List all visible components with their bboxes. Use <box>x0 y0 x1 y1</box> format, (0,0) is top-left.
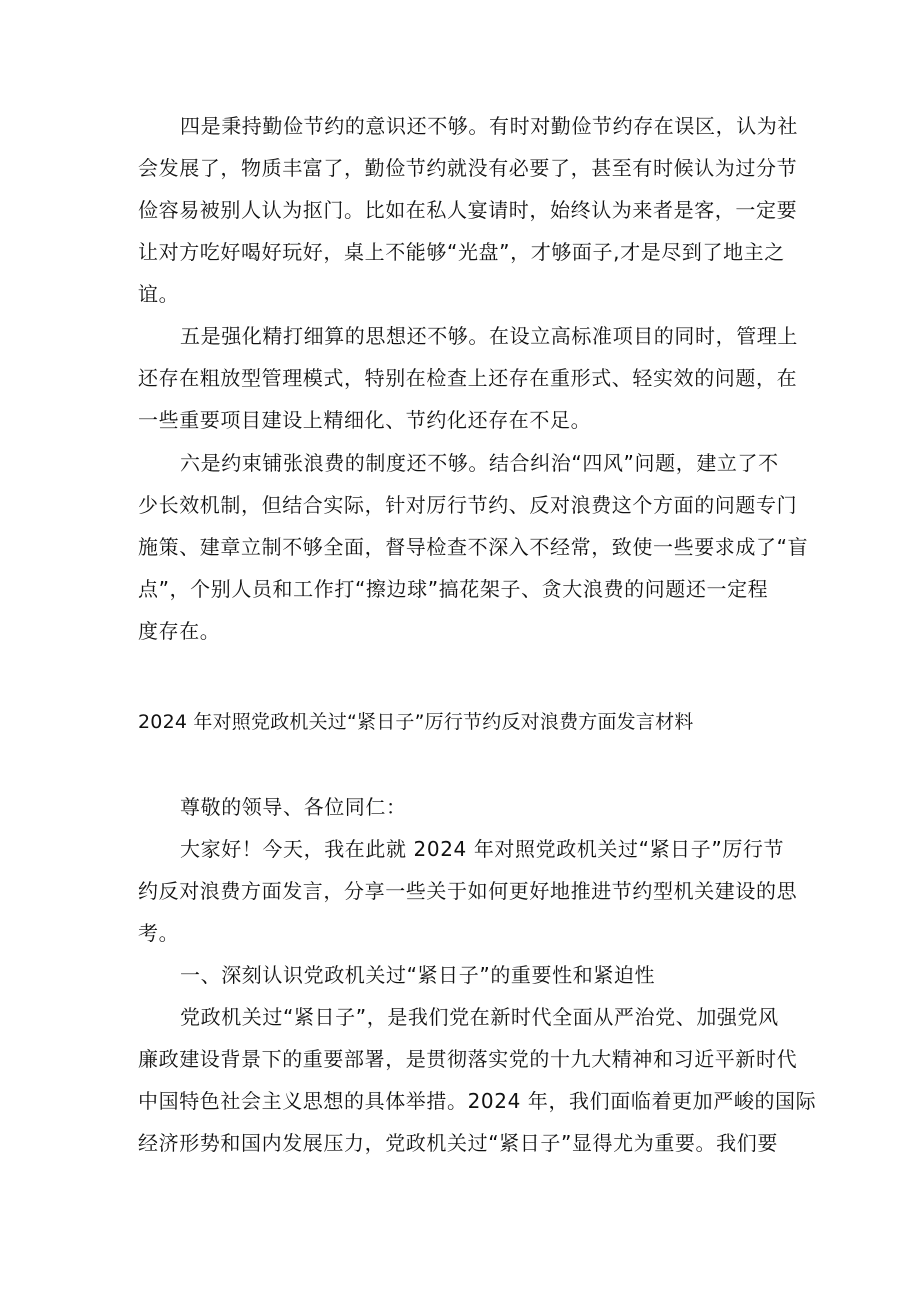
text-line: 约反对浪费方面发言，分享一些关于如何更好地推进节约型机关建设的思 <box>138 879 798 903</box>
text-line: 谊。 <box>138 282 180 306</box>
text-line: 一些重要项目建设上精细化、节约化还存在不足。 <box>138 408 592 432</box>
text-line: 大家好！今天，我在此就 2024 年对照党政机关过“紧日子”厉行节 <box>180 837 785 861</box>
text-line: 廉政建设背景下的重要部署，是贯彻落实党的十九大精神和习近平新时代 <box>138 1047 798 1071</box>
salutation: 尊敬的领导、各位同仁： <box>180 795 407 819</box>
text-line: 度存在。 <box>138 619 221 643</box>
text-line: 让对方吃好喝好玩好，桌上不能够“光盘”，才够面子,才是尽到了地主之 <box>138 240 785 264</box>
text-line: 会发展了，物质丰富了，勤俭节约就没有必要了，甚至有时候认为过分节 <box>138 156 798 180</box>
text-line: 党政机关过“紧日子”，是我们党在新时代全面从严治党、加强党风 <box>180 1005 779 1029</box>
text-line: 考。 <box>138 921 180 945</box>
text-line: 还存在粗放型管理模式，特别在检查上还存在重形式、轻实效的问题，在 <box>138 366 798 390</box>
text-line: 中国特色社会主义思想的具体举措。2024 年，我们面临着更加严峻的国际 <box>138 1089 817 1113</box>
text-line: 点”，个别人员和工作打“擦边球”搞花架子、贪大浪费的问题还一定程 <box>138 577 769 601</box>
text-line: 俭容易被别人认为抠门。比如在私人宴请时，始终认为来者是客，一定要 <box>138 198 798 222</box>
article-title: 2024 年对照党政机关过“紧日子”厉行节约反对浪费方面发言材料 <box>138 711 694 733</box>
text-line: 少长效机制，但结合实际，针对厉行节约、反对浪费这个方面的问题专门 <box>138 493 798 517</box>
text-line: 施策、建章立制不够全面，督导检查不深入不经常，致使一些要求成了“盲 <box>138 535 809 559</box>
text-line: 四是秉持勤俭节约的意识还不够。有时对勤俭节约存在误区，认为社 <box>180 114 798 138</box>
text-line: 经济形势和国内发展压力，党政机关过“紧日子”显得尤为重要。我们要 <box>138 1131 778 1155</box>
text-line: 五是强化精打细算的思想还不够。在设立高标准项目的同时，管理上 <box>180 324 798 348</box>
text-line: 六是约束铺张浪费的制度还不够。结合纠治“四风”问题，建立了不 <box>180 451 779 475</box>
section-heading: 一、深刻认识党政机关过“紧日子”的重要性和紧迫性 <box>180 963 656 987</box>
